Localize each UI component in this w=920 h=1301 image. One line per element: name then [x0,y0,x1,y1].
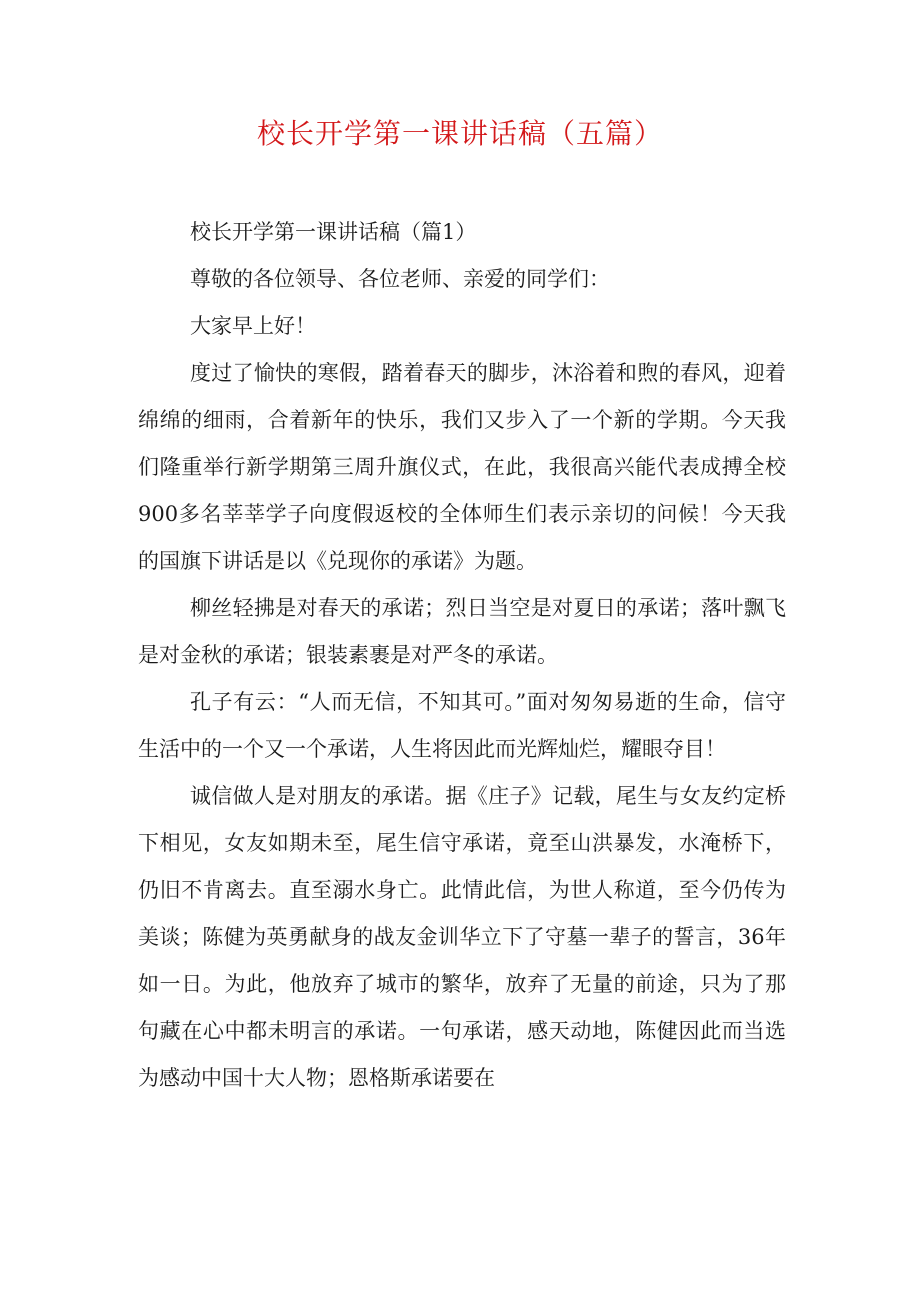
document-body [138,209,786,1102]
paragraph: 柳丝轻拂是对春天的承诺；烈日当空是对夏日的承诺；落叶飘飞是对金秋的承诺；银装素裹是对严冬的承诺。 [138,596,786,667]
paragraph: 度过了愉快的寒假，踏着春天的脚步，沐浴着和煦的春风，迎着绵绵的细雨，合着新年的快乐，我们又步入了一个新的学期。今天我们隆重举行新学期第三周升旗仪式，在此，我很高兴能代表成搏全校900多名莘莘学子向度假返校的全体师生们表示亲切的问候！今天我的国旗下讲话是以《兑现你的承诺》为题。 [138,361,786,573]
paragraph: 孔子有云：“人而无信，不知其可。”面对匆匆易逝的生命，信守生活中的一个又一个承诺，人生将因此而光辉灿烂，耀眼夺目！ [138,690,786,761]
opening-line: 大家早上好！ [190,314,316,338]
greeting: 尊敬的各位领导、各位老师、亲爱的同学们： [190,267,610,291]
document-title: 校长开学第一课讲话稿（五篇） [256,117,663,150]
section-heading: 校长开学第一课讲话稿（篇1） [190,220,477,244]
paragraph: 诚信做人是对朋友的承诺。据《庄子》记载，尾生与女友约定桥下相见，女友如期未至，尾生信守承诺，竟至山洪暴发，水淹桥下，仍旧不肯离去。直至溺水身亡。此情此信，为世人称道，至今仍传为美谈；陈健为英勇献身的战友金训华立下了守墓一辈子的誓言，36年如一日。为此，他放弃了城市的繁华，放弃了无量的前途，只为了那句藏在心中都未明言的承诺。一句承诺，感天动地，陈健因此而当选为感动中国十大人物；恩格斯承诺要在 [138,784,786,1090]
